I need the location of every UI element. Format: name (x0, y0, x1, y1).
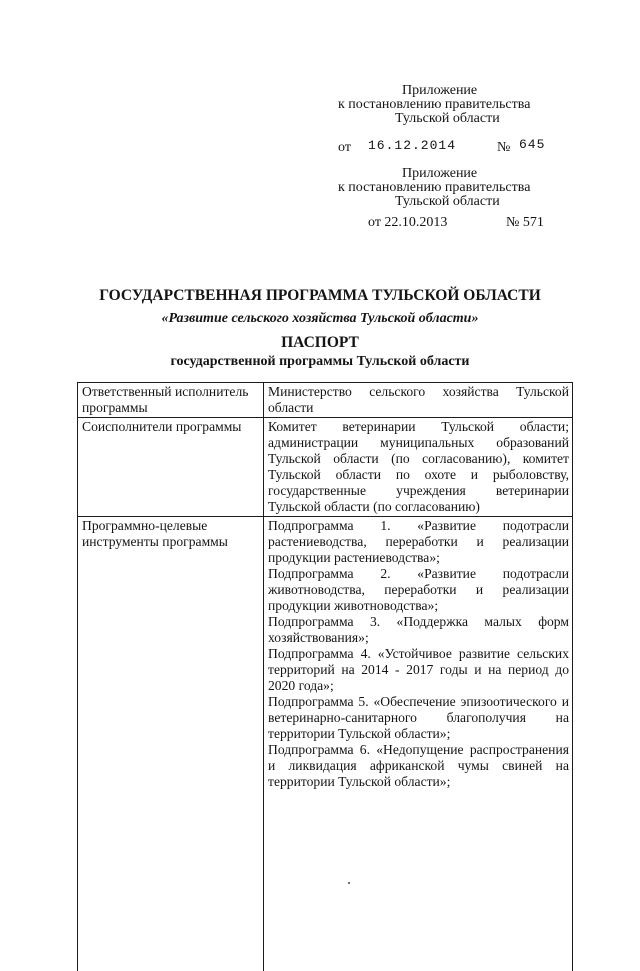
table-row (78, 383, 573, 418)
table-row (78, 418, 573, 517)
attachment-old-number: № 571 (506, 215, 544, 230)
program-subtitle: «Развитие сельского хозяйства Тульской области» (0, 311, 640, 327)
attachment-new-number: 645 (519, 137, 545, 152)
passport-table (77, 382, 573, 971)
row-label: Соисполнители программы (78, 418, 264, 517)
subprogram-2: Подпрограмма 2. «Развитие подотрасли животноводства, переработки и реализации продукции животноводства»; (268, 566, 569, 614)
subprogram-1: Подпрограмма 1. «Развитие подотрасли растениеводства, переработки и реализации продукции растениеводства»; (268, 518, 569, 566)
attachment-new-number-prefix: № (497, 140, 510, 155)
attachment-old-decree: к постановлению правительства (338, 180, 530, 195)
value-paragraph: Комитет ветеринарии Тульской области; администрации муниципальных образований Тульской области (по согласованию), комитет Тульской области по охоте и рыболовству, государственные учреждения ветеринарии Тульской области (по согласованию) (268, 419, 569, 515)
row-label: Ответственный исполнитель программы (78, 383, 264, 418)
attachment-old-date: от 22.10.2013 (368, 215, 447, 230)
attachment-new-decree: к постановлению правительства (338, 97, 530, 112)
row-value (264, 517, 573, 971)
subprogram-5: Подпрограмма 5. «Обеспечение эпизоотического и ветеринарно-санитарного благополучия на территории Тульской области»; (268, 694, 569, 742)
program-title: ГОСУДАРСТВЕННАЯ ПРОГРАММА ТУЛЬСКОЙ ОБЛАСТИ (0, 287, 640, 305)
row-label: Программно-целевые инструменты программы (78, 517, 264, 971)
attachment-old-title: Приложение (402, 166, 477, 181)
subprogram-4: Подпрограмма 4. «Устойчивое развитие сельских территорий на 2014 - 2017 годы и на период до 2020 года»; (268, 646, 569, 694)
value-paragraph: Министерство сельского хозяйства Тульской области (268, 384, 569, 416)
subprogram-6: Подпрограмма 6. «Недопущение распространения и ликвидация африканской чумы свиней на территории Тульской области»; (268, 742, 569, 790)
passport-subtitle: государственной программы Тульской области (0, 354, 640, 370)
attachment-old-region: Тульской области (395, 194, 500, 209)
subprogram-3: Подпрограмма 3. «Поддержка малых форм хозяйствования»; (268, 614, 569, 646)
attachment-new-region: Тульской области (395, 111, 500, 126)
attachment-new-title: Приложение (402, 83, 477, 98)
row-value (264, 383, 573, 418)
passport-title: ПАСПОРТ (0, 334, 640, 352)
attachment-new-date: 16.12.2014 (368, 138, 456, 153)
table-row (78, 517, 573, 971)
row-value (264, 418, 573, 517)
attachment-new-date-prefix: от (338, 140, 351, 155)
scan-speck (348, 882, 350, 884)
